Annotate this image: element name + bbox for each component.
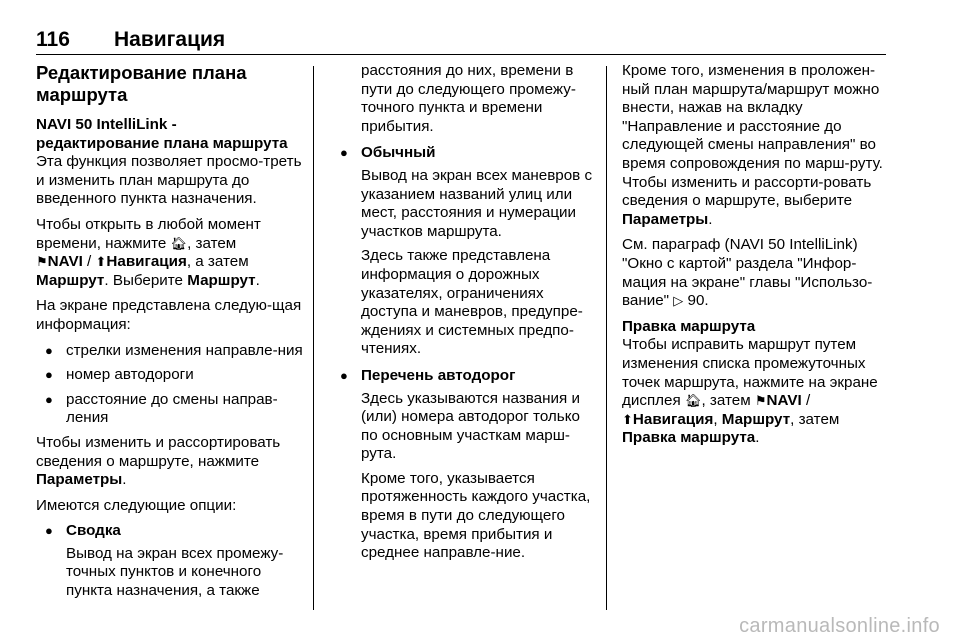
column-1 [36, 62, 304, 607]
paragraph-see-also: См. параграф (NAVI 50 IntelliLink) "Окно с картой" раздела "Инфор-мация на экране" главы "Использо-вание" ▷ 90. [622, 236, 873, 310]
paragraph-sort: Чтобы изменить и рассортировать сведения о маршруте, нажмите Параметры. [36, 433, 281, 489]
paragraph-tab-edit: Кроме того, изменения в проложен-ный план маршрута/маршрут можно внести, нажав на вкладку "Направление и расстояние до следующей смены направления" во время сопровождения по марш-руту. Чтобы изменить и рассорти-ровать сведения о маршруте, выберите Параметры. [622, 62, 883, 228]
option-road-list-text-2: Кроме того, указывается протяженность каждого участка, время в пути до следующего участка, время прибытия и среднее направле-ние. [361, 469, 591, 562]
bullet-icon: ● [45, 342, 53, 358]
home-icon: 🏠︎ [170, 235, 188, 251]
chapter-title: Навигация [114, 28, 226, 51]
option-road-list-text-1: Здесь указываются названия и (или) номера автодорог только по основным участкам марш-рута. [361, 389, 580, 463]
paragraph-open: Чтобы открыть в любой момент времени, нажмите 🏠︎, затем ⚑NAVI / ⬆Навигация, а затем Маршрут. Выберите Маршрут. [36, 215, 261, 289]
section-heading-route-edit: Правка маршрута [622, 317, 756, 335]
navigation-arrow-icon: ⬆ [622, 411, 633, 427]
column-3 [622, 62, 890, 455]
list-item: ● номер автодороги [45, 366, 194, 384]
column-divider-1 [313, 66, 314, 610]
bullet-icon: ● [45, 391, 53, 407]
option-normal-text-1: Вывод на экран всех маневров с указанием названий улиц или мест, расстояния и нумерации участков маршрута. [361, 166, 593, 240]
page-reference-icon: ▷ [673, 293, 684, 309]
list-item: ● стрелки изменения направле-ния [45, 341, 303, 359]
page-number: 116 [36, 28, 70, 51]
column-divider-2 [606, 66, 607, 610]
paragraph-function: Эта функция позволяет просмо-треть и изменить план маршрута до введенного пункта назначения. [36, 153, 302, 208]
option-summary-text-cont: расстояния до них, времени в пути до следующего промежу-точного пункта и времени прибытия. [361, 62, 576, 135]
flag-icon: ⚑ [36, 254, 48, 270]
list-item: ● расстояние до смены направ-ления [45, 390, 278, 427]
option-summary-title: ● Сводка [45, 522, 121, 540]
bullet-icon: ● [340, 367, 348, 383]
flag-icon: ⚑ [754, 393, 767, 409]
navigation-arrow-icon: ⬆ [95, 254, 107, 270]
page-header [36, 28, 886, 55]
bullet-icon: ● [45, 367, 53, 383]
paragraph-info: На экране представлена следую-щая информация: [36, 297, 302, 333]
footer-watermark: carmanualsonline.info [739, 615, 940, 637]
bullet-icon: ● [340, 145, 348, 161]
paragraph-route-edit: Чтобы исправить маршрут путем изменения списка промежуточных точек маршрута, нажмите на экране дисплея 🏠︎, затем ⚑NAVI / ⬆Навигация, Маршрут, затем Правка маршрута. [622, 336, 878, 447]
option-summary-text: Вывод на экран всех промежу-точных пунктов и конечного пункта назначения, а также [66, 544, 284, 600]
option-normal-text-2: Здесь также представлена информация о дорожных указателях, ограничениях доступа и маневров, предупре-ждениях и системных предпо-чтениях. [361, 247, 583, 358]
paragraph-options: Имеются следующие опции: [36, 496, 237, 514]
bullet-icon: ● [45, 523, 53, 539]
subheading-navi50: NAVI 50 IntelliLink - редактирование плана маршрута [36, 116, 288, 152]
home-icon: 🏠︎ [684, 393, 702, 409]
column-2 [331, 62, 599, 569]
section-heading-edit-route-plan: Редактирование плана маршрута [36, 62, 247, 105]
option-road-list-title: ● Перечень автодорог [340, 366, 516, 384]
option-normal-title: ● Обычный [340, 144, 436, 162]
